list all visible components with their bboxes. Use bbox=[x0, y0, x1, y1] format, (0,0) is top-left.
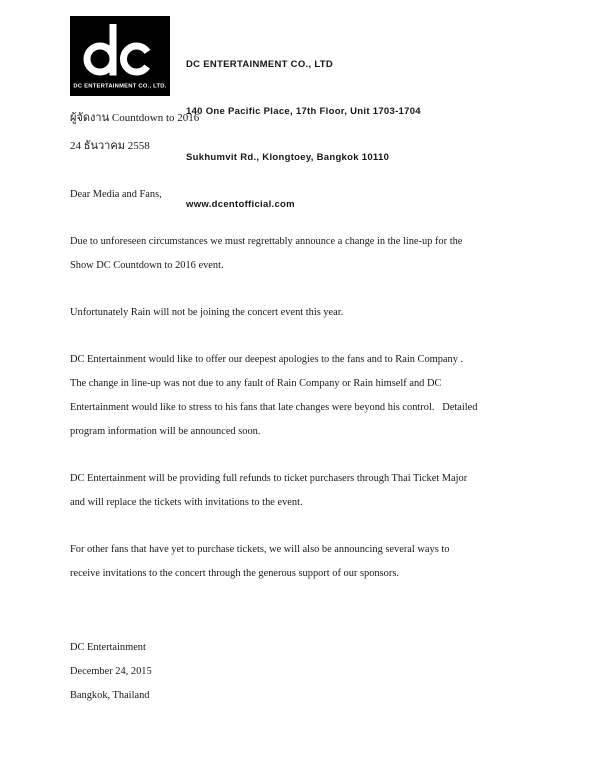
dc-logo bbox=[70, 16, 170, 96]
company-address-line2: Sukhumvit Rd., Klongtoey, Bangkok 10110 bbox=[186, 152, 390, 163]
letter-body bbox=[70, 104, 545, 708]
paragraph-3 bbox=[70, 348, 545, 444]
paragraph-1 bbox=[70, 230, 545, 278]
recipient-line: ผู้จัดงาน Countdown to 2016 bbox=[70, 112, 200, 124]
company-name: DC ENTERTAINMENT CO., LTD bbox=[186, 59, 333, 70]
signature-location: Bangkok, Thailand bbox=[70, 690, 150, 701]
letter-line: Show DC Countdown to 2016 event. bbox=[70, 260, 224, 271]
company-website: www.dcentofficial.com bbox=[186, 198, 295, 210]
letter-line: For other fans that have yet to purchase tickets, we will also be announcing several ways to bbox=[70, 544, 450, 555]
letter-line: DC Entertainment would like to offer our deepest apologies to the fans and to Rain Company . bbox=[70, 354, 464, 365]
logo-caption: DC ENTERTAINMENT CO., LTD. bbox=[73, 83, 167, 90]
dc-monogram-icon bbox=[70, 16, 170, 96]
signature-block bbox=[70, 636, 545, 708]
letter-line: and will replace the tickets with invitations to the event. bbox=[70, 497, 303, 508]
letter-line: Entertainment would like to stress to his fans that late changes were beyond his control. Detailed bbox=[70, 402, 478, 413]
letter-line: Unfortunately Rain will not be joining the concert event this year. bbox=[70, 307, 344, 318]
thai-date-line: 24 ธันวาคม 2558 bbox=[70, 140, 150, 152]
signature-date: December 24, 2015 bbox=[70, 666, 152, 677]
letter-line: program information will be announced soon. bbox=[70, 426, 261, 437]
letter-line: The change in line-up was not due to any fault of Rain Company or Rain himself and DC bbox=[70, 378, 442, 389]
paragraph-4 bbox=[70, 467, 545, 515]
letter-line: DC Entertainment will be providing full refunds to ticket purchasers through Thai Ticket Major bbox=[70, 473, 468, 484]
signature-company: DC Entertainment bbox=[70, 642, 146, 653]
paragraph-5 bbox=[70, 538, 545, 586]
letter-line: Due to unforeseen circumstances we must regrettably announce a change in the line-up for the bbox=[70, 236, 463, 247]
company-address-line1: 140 One Pacific Place, 17th Floor, Unit 1703-1704 bbox=[186, 105, 421, 117]
salutation: Dear Media and Fans, bbox=[70, 189, 162, 200]
letter-line: receive invitations to the concert through the generous support of our sponsors. bbox=[70, 568, 399, 579]
paragraph-2 bbox=[70, 301, 545, 325]
